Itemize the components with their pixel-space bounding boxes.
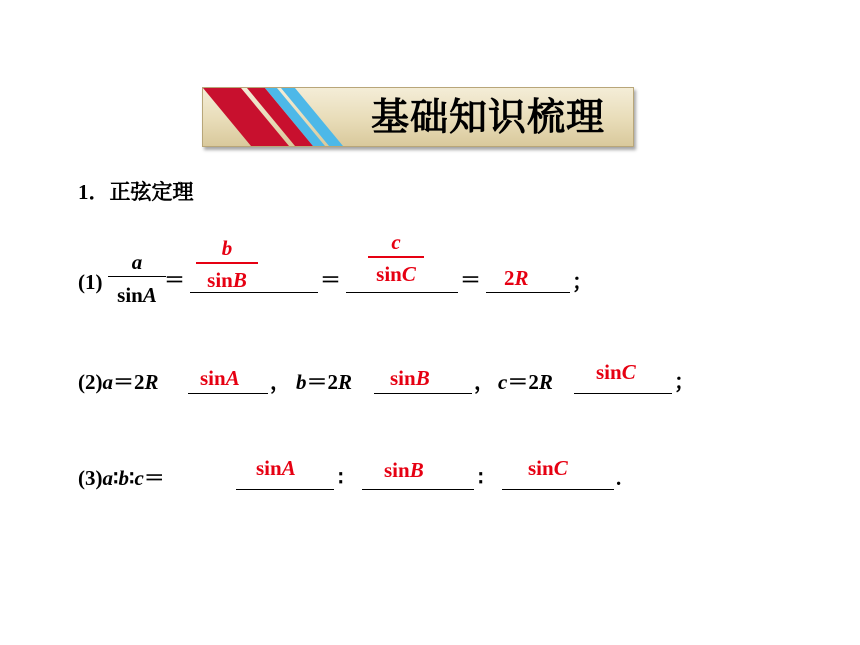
line2-blank-c[interactable] <box>574 393 672 394</box>
line1-blank-1[interactable] <box>190 292 318 293</box>
line3-colon-2: ∶ <box>478 466 484 490</box>
banner-title: 基础知识梳理 <box>370 95 605 139</box>
line1-answer2-fraction-bar <box>368 256 424 258</box>
section-heading <box>78 180 194 204</box>
line2-blank-a[interactable] <box>188 393 268 394</box>
line1-answer3: 2R <box>504 266 529 290</box>
line2-end-punct: ； <box>674 370 695 394</box>
line2-blank-b[interactable] <box>374 393 472 394</box>
line2-answer-a: sinA <box>200 366 240 390</box>
line1-equals-3: ＝ <box>460 268 481 292</box>
line1-lhs-fraction-bar <box>108 276 166 277</box>
line1-equals-1: ＝ <box>164 268 185 292</box>
line2-part-b: b＝2R <box>296 370 353 394</box>
line3-answer-a: sinA <box>256 456 296 480</box>
line3-lhs: (3)a∶b∶c＝ <box>78 466 165 490</box>
line2-part-c: c＝2R <box>498 370 553 394</box>
line1-end-punct: ； <box>572 270 593 294</box>
line2-part-a: (2)a＝2R <box>78 370 159 394</box>
line2-answer-c: sinC <box>596 360 636 384</box>
line1-lhs-numerator: a <box>131 250 143 274</box>
section-number: 1． <box>78 180 110 204</box>
line1-label: (1) <box>78 270 103 294</box>
line2-answer-b: sinB <box>390 366 430 390</box>
line3-blank-c[interactable] <box>502 489 614 490</box>
line1-answer2-numerator: c <box>391 230 401 254</box>
line3-answer-c: sinC <box>528 456 568 480</box>
line2-comma-1: ， <box>270 370 291 394</box>
line1-answer1-denominator: sinB <box>207 268 247 292</box>
line1-answer2-denominator: sinC <box>376 262 416 286</box>
line1-blank-2[interactable] <box>346 292 458 293</box>
line1-lhs-denominator: sinA <box>117 283 157 307</box>
line3-answer-b: sinB <box>384 458 424 482</box>
line1-blank-3[interactable] <box>486 292 570 293</box>
section-banner <box>202 87 634 147</box>
section-title: 正弦定理 <box>109 180 194 204</box>
line1-equals-2: ＝ <box>320 268 341 292</box>
line3-end-punct: . <box>616 466 622 490</box>
line3-blank-b[interactable] <box>362 489 474 490</box>
line1-answer1-numerator: b <box>221 236 233 260</box>
line2-comma-2: ， <box>474 370 495 394</box>
line3-colon-1: ∶ <box>338 466 344 490</box>
line1-answer1-fraction-bar <box>196 262 258 264</box>
line3-blank-a[interactable] <box>236 489 334 490</box>
